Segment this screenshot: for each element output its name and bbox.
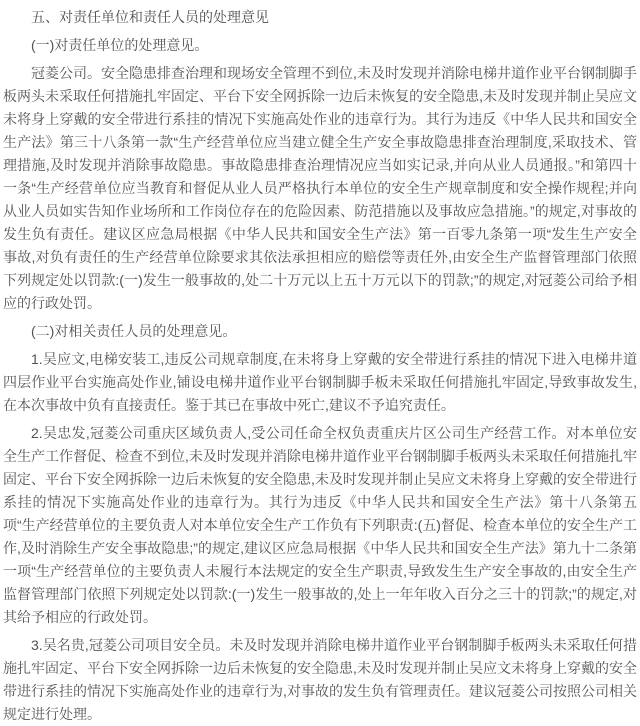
paragraph-person-2: 2.吴忠发,冠菱公司重庆区域负责人,受公司任命全权负责重庆片区公司生产经营工作。对本单位安全生产工作督促、检查不到位,未及时发现并消除电梯井道作业平台钢制脚手板两头未采取任何措施扎牢固定、平台下安全网拆除一边后未恢复的安全隐患,未及时发现并制止吴应文未将身上穿戴的安全带进行系挂的情况下实施高处作业的违章行为。其行为违反《中华人民共和国安全生产法》第十八条第五项“生产经营单位的主要负责人对本单位安全生产工作负有下列职责:(五)督促、检查本单位的安全生产工作,及时消除生产安全事故隐患;”的规定,建议区应急局根据《中华人民共和国安全生产法》第九十二条第一项“生产经营单位的主要负责人未履行本法规定的安全生产职责,导致发生生产安全事故的,由安全生产监督管理部门依照下列规定处以罚款:(一)发生一般事故的,处上一年年收入百分之三十的罚款;”的规定,对其给予相应的行政处罚。	[3, 425, 637, 625]
document-body	[3, 6, 637, 726]
paragraph-person-3: 3.吴名贵,冠菱公司项目安全员。未及时发现并消除电梯井道作业平台钢制脚手板两头未采取任何措施扎牢固定、平台下安全网拆除一边后未恢复的安全隐患,未及时发现并制止吴应文未将身上穿戴的安全带进行系挂的情况下实施高处作业的违章行为,对事故的发生负有管理责任。建议冠菱公司按照公司相关规定进行处理。	[3, 637, 637, 722]
section-heading: 五、对责任单位和责任人员的处理意见	[31, 9, 269, 25]
subsection-heading-personnel: (二)对相关责任人员的处理意见。	[31, 323, 237, 339]
paragraph-person-1: 1.吴应文,电梯安装工,违反公司规章制度,在未将身上穿戴的安全带进行系挂的情况下进入电梯井道四层作业平台实施高处作业,铺设电梯井道作业平台钢制脚手板未采取任何措施扎牢固定,导致事故发生,在本次事故中负有直接责任。鉴于其已在事故中死亡,建议不予追究责任。	[3, 351, 637, 413]
subsection-heading-unit: (一)对责任单位的处理意见。	[31, 37, 209, 53]
paragraph-unit-opinion: 冠菱公司。安全隐患排查治理和现场安全管理不到位,未及时发现并消除电梯井道作业平台钢制脚手板两头未采取任何措施扎牢固定、平台下安全网拆除一边后未恢复的安全隐患,未及时发现并制止吴应文未将身上穿戴的安全带进行系挂的情况下实施高处作业的违章行为。其行为违反《中华人民共和国安全生产法》第三十八条第一款“生产经营单位应当建立健全生产安全事故隐患排查治理制度,采取技术、管理措施,及时发现并消除事故隐患。事故隐患排查治理情况应当如实记录,并向从业人员通报。”和第四十一条“生产经营单位应当教育和督促从业人员严格执行本单位的安全生产规章制度和安全操作规程;并向从业人员如实告知作业场所和工作岗位存在的危险因素、防范措施以及事故应急措施。”的规定,对事故的发生负有责任。建议区应急局根据《中华人民共和国安全生产法》第一百零九条第一项“发生生产安全事故,对负有责任的生产经营单位除要求其依法承担相应的赔偿等责任外,由安全生产监督管理部门依照下列规定处以罚款:(一)发生一般事故的,处二十万元以上五十万元以下的罚款;”的规定,对冠菱公司给予相应的行政处罚。	[3, 65, 637, 311]
